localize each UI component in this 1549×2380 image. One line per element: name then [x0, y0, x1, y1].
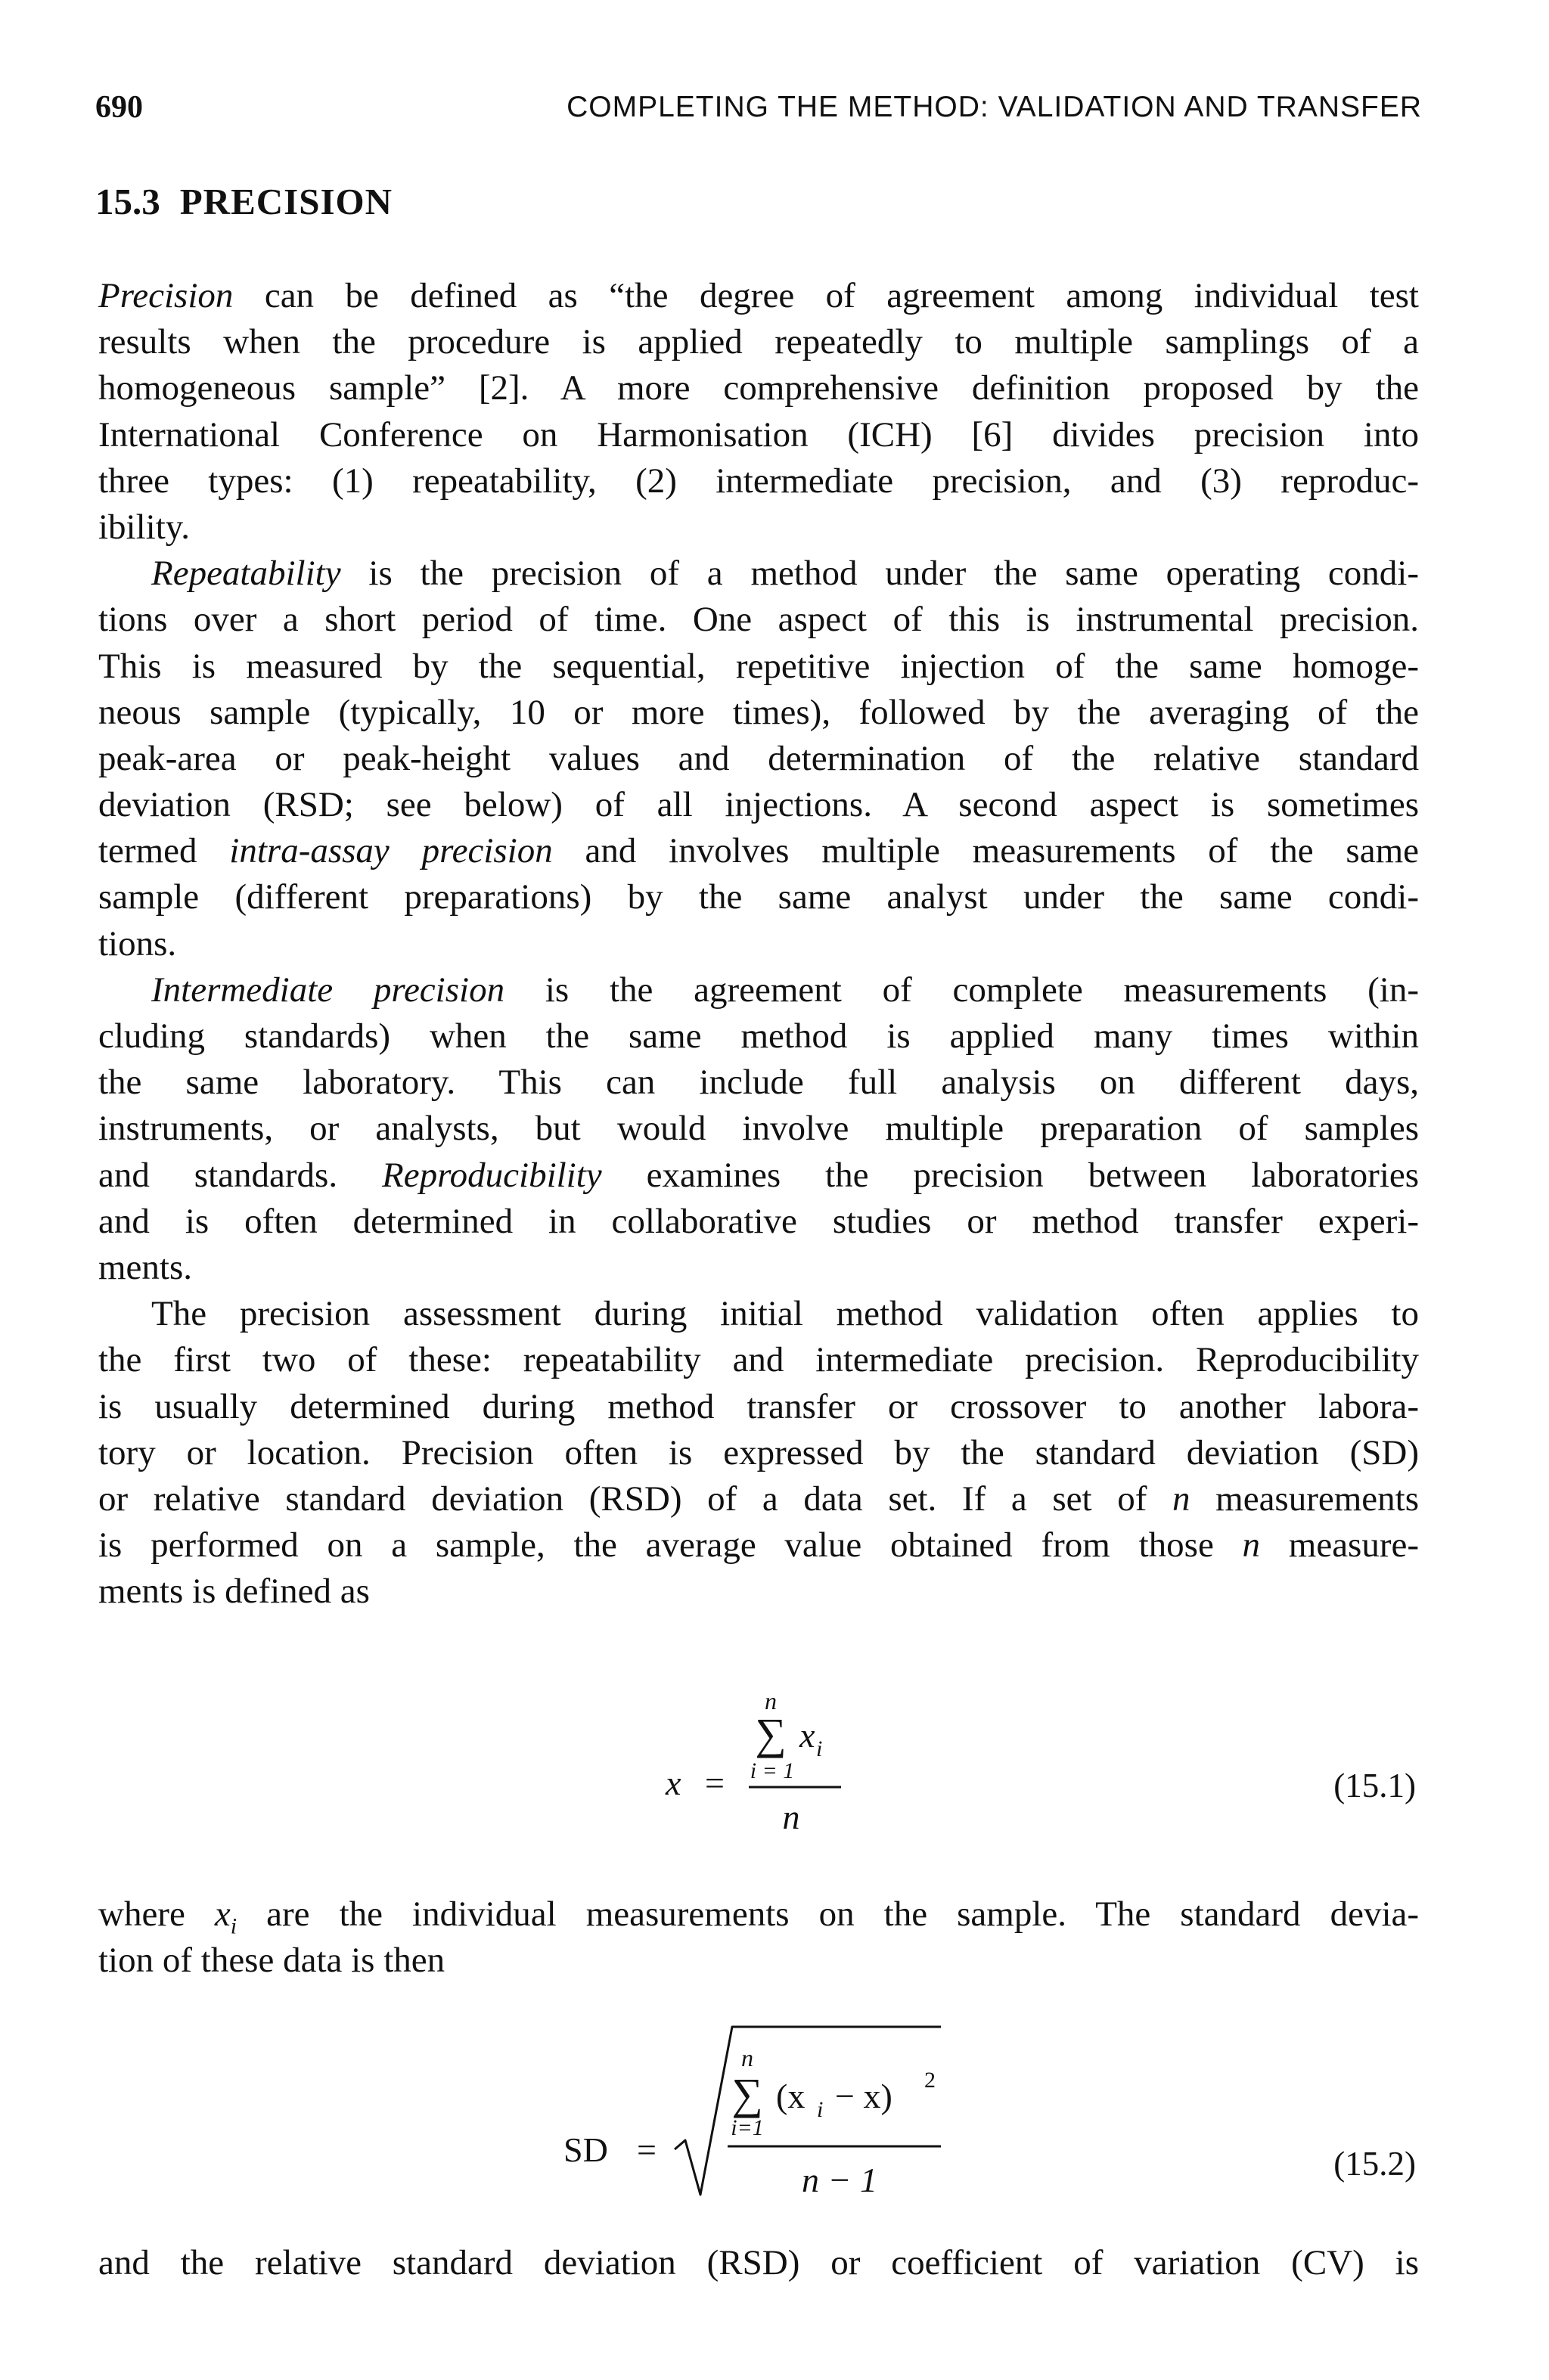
- section-number: 15.3: [95, 181, 160, 222]
- text-line: deviation (RSD; see below) of all injections. A second aspect is sometimes: [98, 785, 1419, 825]
- text-line: neous sample (typically, 10 or more times), followed by the averaging of the: [98, 692, 1419, 732]
- text-line: tion of these data is then: [98, 1941, 445, 1981]
- exponent: 2: [924, 2068, 936, 2093]
- text-line: International Conference on Harmonisation (ICH) [6] divides precision into: [98, 414, 1419, 455]
- equation-lhs: SD: [563, 2130, 608, 2169]
- term-reproducibility: Reproducibility: [382, 1155, 602, 1195]
- text-line: three types: (1) repeatability, (2) intermediate precision, and (3) reproduc-: [98, 461, 1419, 501]
- equation-sd-formula: [0, 2019, 1549, 2201]
- text-line: The precision assessment during initial method validation often applies to: [151, 1294, 1419, 1334]
- text-line: where $x_i$ are the individual measurements on the sample. The standard devia-: [98, 1894, 1420, 1939]
- text-line: termed intra-assay precision and involves multiple measurements of the same: [98, 831, 1419, 871]
- text-line: cluding standards) when the same method is applied many times within: [98, 1016, 1419, 1056]
- text-line: tions over a short period of time. One aspect of this is instrumental precision.: [98, 600, 1419, 640]
- text-line: and the relative standard deviation (RSD) or coefficient of variation (CV) is: [98, 2243, 1419, 2282]
- text-line: the first two of these: repeatability and intermediate precision. Reproducibility: [98, 1340, 1419, 1380]
- text-line: the same laboratory. This can include full analysis on different days,: [98, 1063, 1419, 1103]
- body-text-bottom: [98, 2240, 1419, 2286]
- sum-upper-limit: n: [765, 1687, 777, 1714]
- summand-subscript: i: [816, 1736, 823, 1761]
- sigma-symbol: ∑: [755, 1709, 787, 1758]
- summand-open: (x: [776, 2077, 806, 2115]
- sum-lower-limit: i = 1: [750, 1758, 795, 1783]
- text-line: tions.: [98, 923, 177, 963]
- term-precision: Precision: [98, 276, 234, 315]
- sum-upper-limit: n: [741, 2044, 753, 2071]
- equation-15-2: [0, 2019, 1549, 2201]
- equals-sign: =: [637, 2130, 657, 2169]
- text-line: ibility.: [98, 507, 190, 547]
- paragraph-rsd-intro: [98, 2240, 1419, 2286]
- equation-lhs: x: [666, 1764, 681, 1802]
- term-repeatability: Repeatability: [151, 554, 341, 594]
- equation-number: (15.2): [1333, 2145, 1416, 2183]
- paragraph-repeatability: [98, 551, 1419, 967]
- page-number: 690: [95, 90, 143, 125]
- summand-subscript: i: [817, 2097, 824, 2122]
- paragraph-precision-definition: [98, 273, 1419, 551]
- text-line: ments.: [98, 1247, 193, 1287]
- text-line: sample (different preparations) by the same analyst under the same condi-: [98, 877, 1419, 917]
- equals-sign: =: [705, 1764, 725, 1802]
- text-line: or relative standard deviation (RSD) of a data set. If a set of n measurements: [98, 1479, 1420, 1519]
- text-line: peak-area or peak-height values and determination of the relative standard: [98, 738, 1419, 778]
- paragraph-intermediate-precision: [98, 967, 1419, 1291]
- denominator: n: [782, 1798, 800, 1836]
- running-head: [95, 85, 1422, 130]
- section-title: PRECISION: [179, 181, 393, 222]
- text-line: is performed on a sample, the average value obtained from those n measure-: [98, 1525, 1420, 1565]
- text-line: is usually determined during method transfer or crossover to another labora-: [98, 1386, 1419, 1426]
- equation-mean-formula: [0, 1671, 1549, 1838]
- sigma-symbol: ∑: [731, 2069, 763, 2118]
- denominator: n − 1: [801, 2161, 878, 2199]
- text-line: Precision can be defined as “the degree of agreement among individual test: [98, 276, 1419, 315]
- text-line: Intermediate precision is the agreement of complete measurements (in-: [151, 970, 1419, 1010]
- sum-lower-limit: i=1: [731, 2115, 764, 2140]
- text-line: and standards. Reproducibility examines the precision between laboratories: [98, 1155, 1420, 1195]
- body-text-main: [98, 273, 1419, 1615]
- body-text-middle: [98, 1891, 1419, 1984]
- equation-15-1: [0, 1671, 1549, 1838]
- paragraph-precision-assessment: [98, 1291, 1419, 1615]
- paragraph-where-clause: [98, 1891, 1419, 1984]
- equation-number: (15.1): [1333, 1767, 1416, 1804]
- summand-rest: − x): [835, 2077, 892, 2115]
- text-line: instruments, or analysts, but would involve multiple preparation of samples: [98, 1109, 1419, 1149]
- text-line: homogeneous sample” [2]. A more comprehensive definition proposed by the: [98, 368, 1419, 408]
- term-intra-assay-precision: intra-assay precision: [229, 831, 553, 871]
- summand-x: x: [799, 1716, 815, 1755]
- term-intermediate-precision: Intermediate precision: [151, 970, 505, 1010]
- running-title: COMPLETING THE METHOD: VALIDATION AND TRANSFER: [567, 91, 1422, 123]
- text-line: results when the procedure is applied repeatedly to multiple samplings of a: [98, 322, 1419, 362]
- text-line: tory or location. Precision often is expressed by the standard deviation (SD): [98, 1432, 1419, 1472]
- text-line: ments is defined as: [98, 1572, 370, 1612]
- text-line: Repeatability is the precision of a method under the same operating condi-: [151, 554, 1420, 594]
- text-line: and is often determined in collaborative studies or method transfer experi-: [98, 1201, 1419, 1241]
- section-heading: [95, 175, 393, 228]
- text-line: This is measured by the sequential, repetitive injection of the same homoge-: [98, 646, 1419, 686]
